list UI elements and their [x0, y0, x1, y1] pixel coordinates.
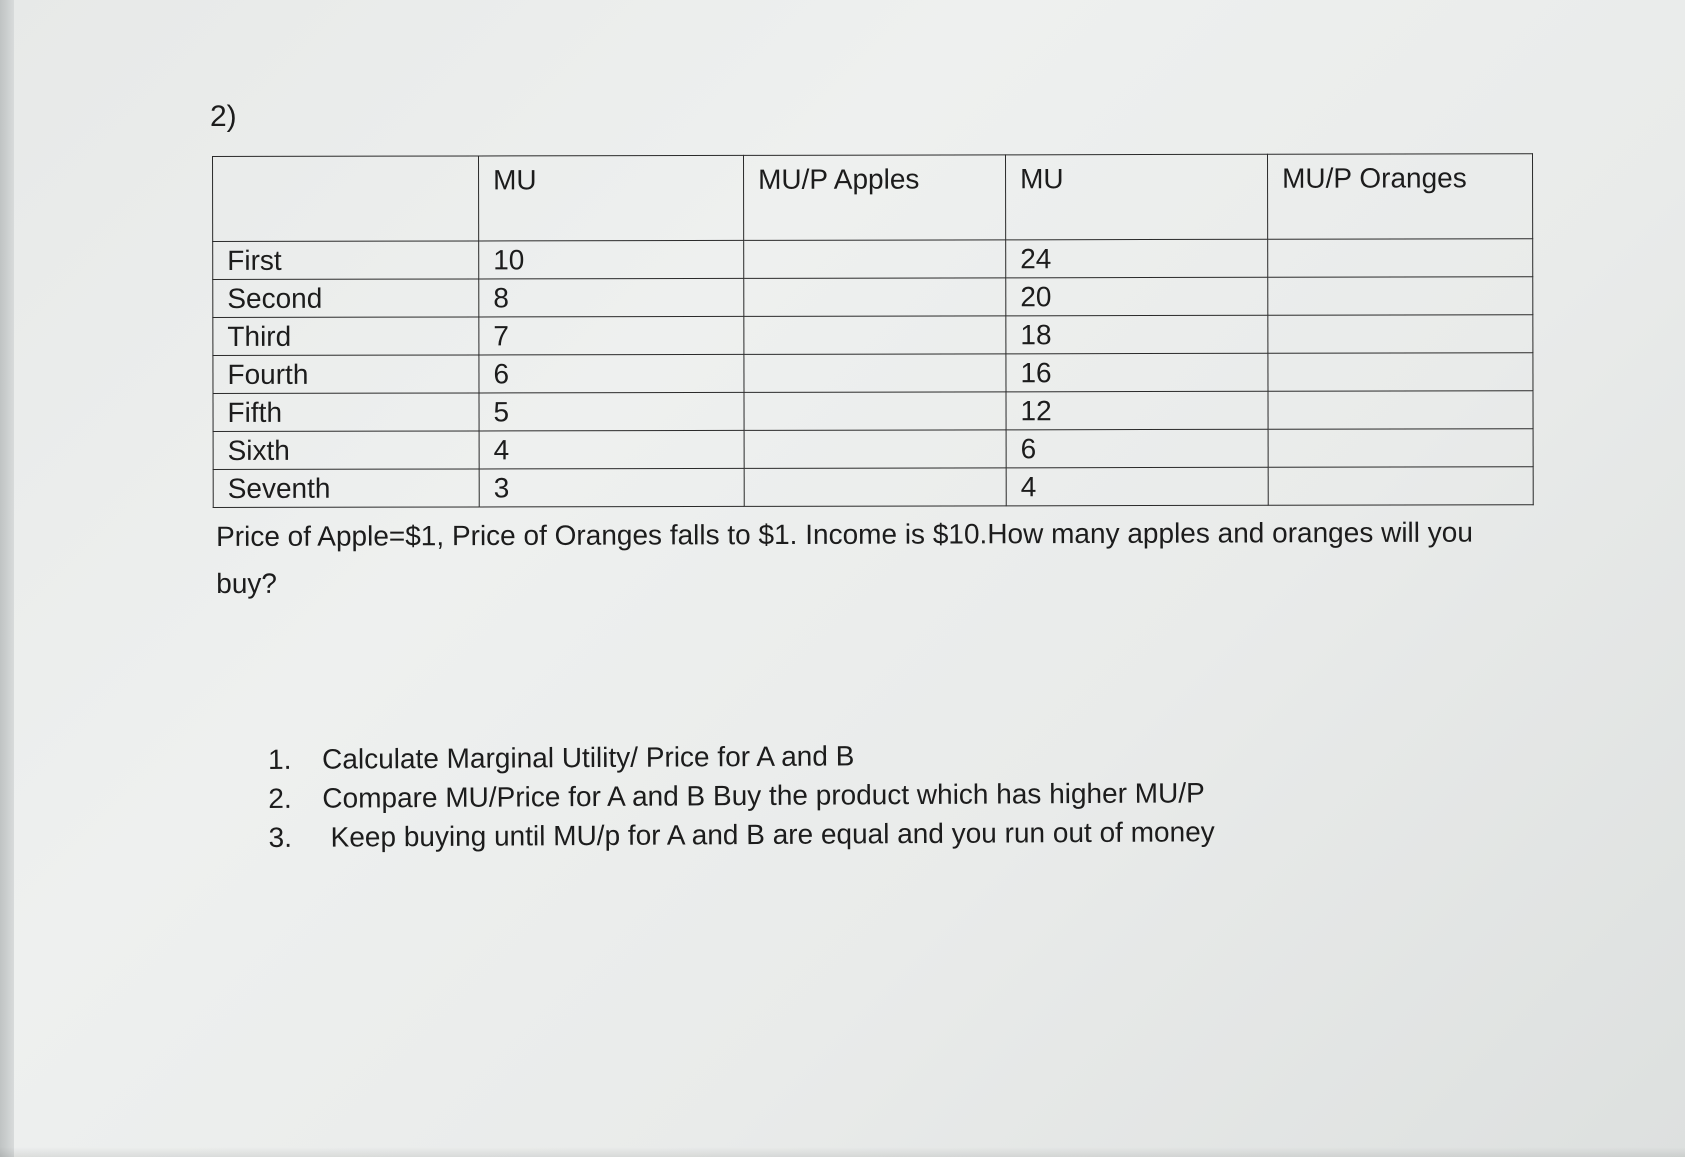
mup-apples-cell	[744, 240, 1006, 279]
mu-apples-cell: 6	[479, 354, 744, 393]
mu-apples-cell: 7	[479, 316, 744, 355]
mu-oranges-cell: 24	[1006, 239, 1268, 278]
mu-oranges-cell: 20	[1006, 277, 1268, 316]
header-cell-mu-apples: MU	[479, 155, 744, 241]
mup-apples-cell	[744, 468, 1006, 507]
header-cell-mup-apples: MU/P Apples	[743, 155, 1005, 241]
step-number: 1.	[268, 743, 292, 775]
step-item	[268, 773, 1214, 818]
paper-left-edge	[0, 0, 14, 1157]
mup-apples-cell	[744, 316, 1006, 355]
row-label: Second	[213, 279, 479, 318]
mu-oranges-cell: 4	[1006, 467, 1268, 506]
table-row	[213, 429, 1533, 470]
table-row	[213, 315, 1533, 356]
mu-oranges-cell: 6	[1006, 429, 1268, 468]
step-text: Compare MU/Price for A and B Buy the product which has higher MU/P	[322, 777, 1205, 814]
step-text: Calculate Marginal Utility/ Price for A and B	[322, 740, 855, 775]
mu-apples-cell: 4	[479, 430, 744, 469]
mup-apples-cell	[744, 392, 1006, 431]
table-row	[213, 467, 1533, 508]
mup-oranges-cell	[1268, 429, 1533, 468]
step-text: Keep buying until MU/p for A and B are equal and you run out of money	[330, 816, 1215, 853]
mup-oranges-cell	[1268, 315, 1533, 354]
mu-oranges-cell: 12	[1006, 391, 1268, 430]
row-label: Sixth	[213, 431, 479, 470]
steps-list	[268, 734, 1215, 857]
mup-oranges-cell	[1268, 277, 1533, 316]
utility-table-wrapper	[212, 153, 1533, 508]
step-number: 2.	[268, 782, 292, 814]
header-cell-mu-oranges: MU	[1005, 154, 1267, 240]
mup-oranges-cell	[1268, 467, 1533, 506]
header-cell-mup-oranges: MU/P Oranges	[1267, 154, 1532, 240]
utility-table	[212, 153, 1534, 508]
mup-apples-cell	[744, 430, 1006, 469]
row-label: Seventh	[213, 469, 479, 508]
mu-apples-cell: 10	[479, 240, 744, 279]
row-label: Fourth	[213, 355, 479, 394]
table-row	[213, 239, 1533, 280]
step-item	[268, 812, 1214, 857]
mu-oranges-cell: 16	[1006, 353, 1268, 392]
row-label: Third	[213, 317, 479, 356]
table-row	[213, 353, 1533, 394]
step-item	[268, 734, 1214, 779]
table-row	[213, 277, 1533, 318]
mup-oranges-cell	[1268, 353, 1533, 392]
mup-oranges-cell	[1268, 239, 1533, 278]
mup-apples-cell	[744, 354, 1006, 393]
mup-apples-cell	[744, 278, 1006, 317]
mu-apples-cell: 5	[479, 392, 744, 431]
table-header-row	[213, 154, 1533, 242]
paper-bottom-shadow	[0, 1147, 1685, 1157]
problem-number: 2)	[210, 100, 237, 133]
row-label: First	[213, 241, 479, 280]
question-text: Price of Apple=$1, Price of Oranges falls to $1. Income is $10.How many apples and oranges will you buy?	[216, 516, 1473, 599]
mu-apples-cell: 8	[479, 278, 744, 317]
mu-apples-cell: 3	[479, 468, 744, 507]
header-cell-blank	[213, 156, 479, 242]
row-label: Fifth	[213, 393, 479, 432]
table-row	[213, 391, 1533, 432]
step-number: 3.	[268, 821, 293, 853]
mu-oranges-cell: 18	[1006, 315, 1268, 354]
mup-oranges-cell	[1268, 391, 1533, 430]
